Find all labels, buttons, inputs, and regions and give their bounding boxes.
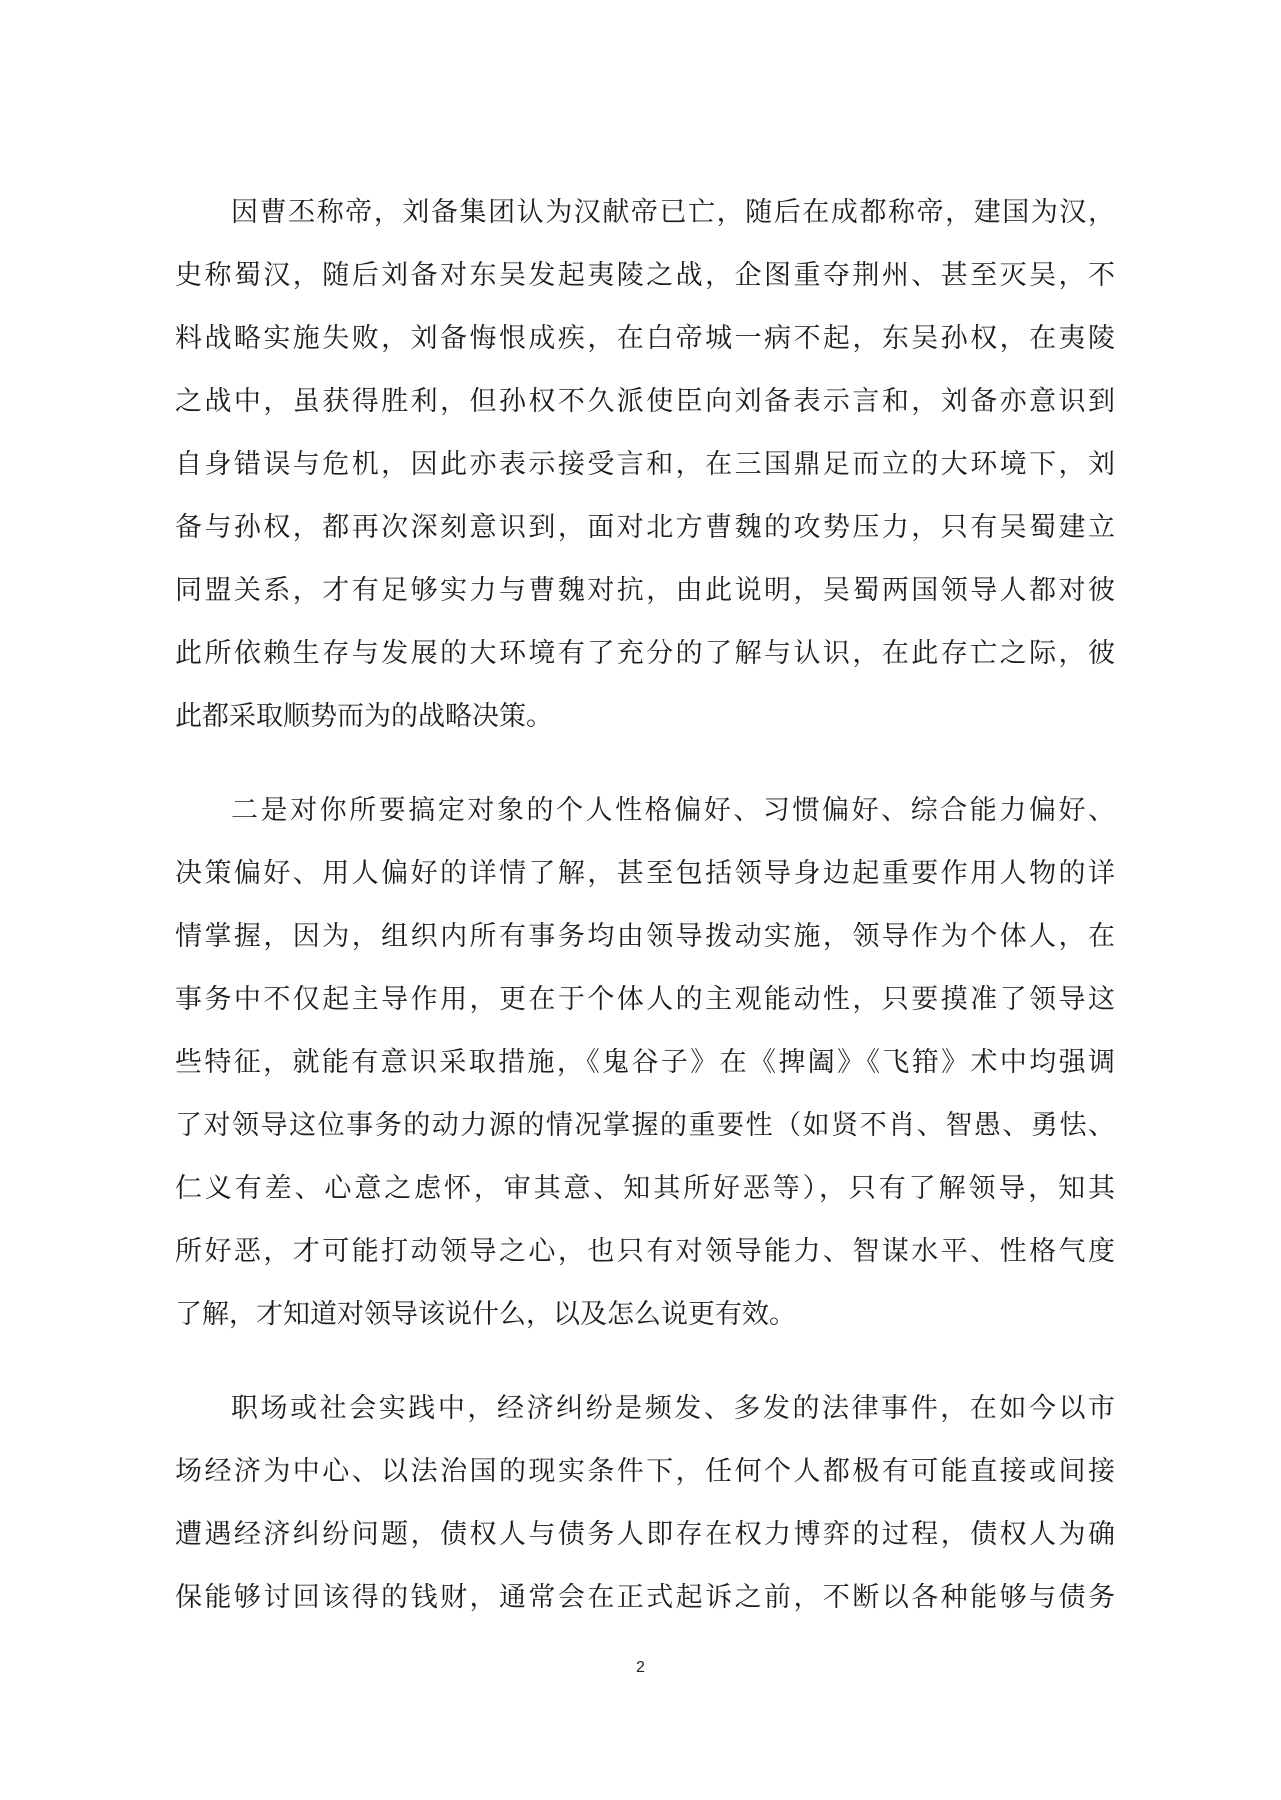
text-line: 了对领导这位事务的动力源的情况掌握的重要性（如贤不肖、智愚、勇怯、 <box>175 1110 1115 1141</box>
text-line: 二是对你所要搞定对象的个人性格偏好、习惯偏好、综合能力偏好、 <box>231 795 1115 826</box>
text-line: 此都采取顺势而为的战略决策。 <box>175 701 553 732</box>
text-line: 保能够讨回该得的钱财，通常会在正式起诉之前，不断以各种能够与债务 <box>175 1582 1115 1613</box>
text-line: 事务中不仅起主导作用，更在于个体人的主观能动性，只要摸准了领导这 <box>175 984 1115 1015</box>
text-line: 料战略实施失败，刘备悔恨成疾，在白帝城一病不起，东吴孙权，在夷陵 <box>175 323 1115 354</box>
text-line: 情掌握，因为，组织内所有事务均由领导拨动实施，领导作为个体人，在 <box>175 921 1115 952</box>
text-line: 仁义有差、心意之虑怀，审其意、知其所好恶等），只有了解领导，知其 <box>175 1173 1115 1204</box>
text-line: 因曹丕称帝，刘备集团认为汉献帝已亡，随后在成都称帝，建国为汉， <box>231 197 1115 228</box>
text-line: 史称蜀汉，随后刘备对东吴发起夷陵之战，企图重夺荆州、甚至灭吴，不 <box>175 260 1115 291</box>
text-line: 此所依赖生存与发展的大环境有了充分的了解与认识，在此存亡之际，彼 <box>175 638 1115 669</box>
text-line: 所好恶，才可能打动领导之心，也只有对领导能力、智谋水平、性格气度 <box>175 1236 1115 1267</box>
text-line: 了解，才知道对领导该说什么，以及怎么说更有效。 <box>175 1299 796 1330</box>
text-line: 遭遇经济纠纷问题，债权人与债务人即存在权力博弈的过程，债权人为确 <box>175 1519 1115 1550</box>
text-line: 职场或社会实践中，经济纠纷是频发、多发的法律事件，在如今以市 <box>231 1393 1115 1424</box>
text-line: 同盟关系，才有足够实力与曹魏对抗，由此说明，吴蜀两国领导人都对彼 <box>175 575 1115 606</box>
text-line: 些特征，就能有意识采取措施，《鬼谷子》在《捭阖》《飞箝》术中均强调 <box>175 1047 1115 1078</box>
text-line: 场经济为中心、以法治国的现实条件下，任何个人都极有可能直接或间接 <box>175 1456 1115 1487</box>
text-line: 自身错误与危机，因此亦表示接受言和，在三国鼎足而立的大环境下，刘 <box>175 449 1115 480</box>
text-line: 决策偏好、用人偏好的详情了解，甚至包括领导身边起重要作用人物的详 <box>175 858 1115 889</box>
text-line: 之战中，虽获得胜利，但孙权不久派使臣向刘备表示言和，刘备亦意识到 <box>175 386 1115 417</box>
page-number: 2 <box>636 1659 645 1676</box>
text-line: 备与孙权，都再次深刻意识到，面对北方曹魏的攻势压力，只有吴蜀建立 <box>175 512 1115 543</box>
